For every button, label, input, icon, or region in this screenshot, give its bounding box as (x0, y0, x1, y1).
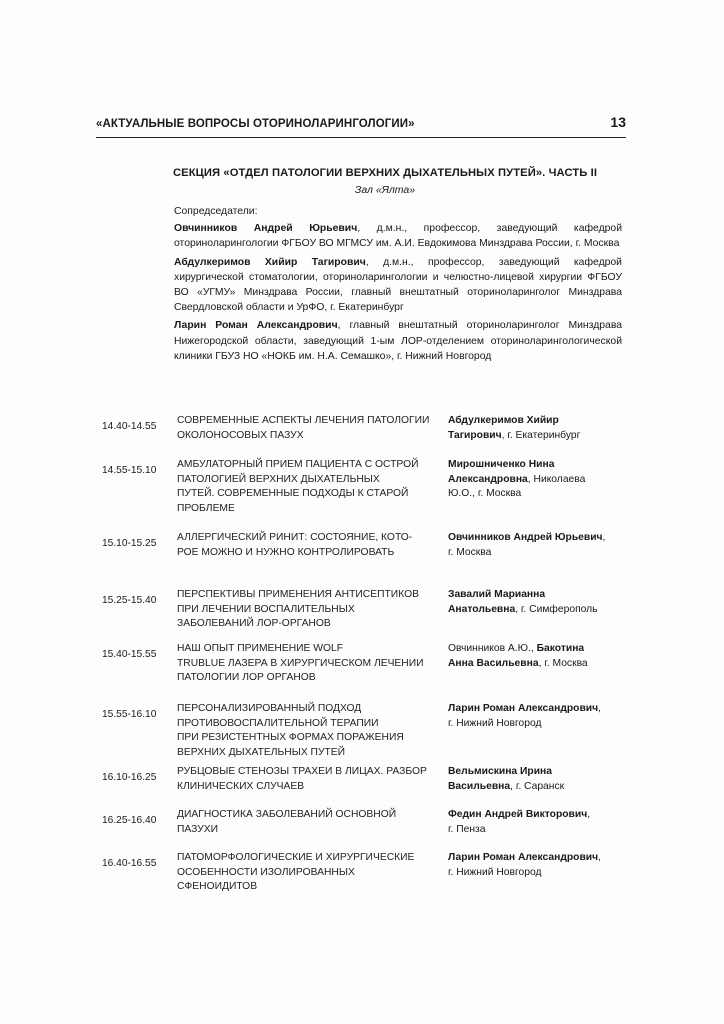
speaker-line (448, 642, 626, 657)
speaker-text: г. Пенза (448, 823, 486, 835)
program-row (96, 851, 626, 911)
program-row (96, 458, 626, 531)
talk-title-line: ПРИ ЛЕЧЕНИИ ВОСПАЛИТЕЛЬНЫХ (177, 603, 355, 615)
speaker-name: Александровна (448, 473, 528, 485)
speaker-line (448, 546, 626, 561)
speaker-text: , (587, 809, 591, 820)
talk-title-line: TRUBLUE ЛАЗЕРА В ХИРУРГИЧЕСКОМ ЛЕЧЕНИИ (177, 657, 424, 669)
speaker-line (448, 588, 626, 603)
speaker-line (448, 414, 626, 429)
talk-title-line: АЛЛЕРГИЧЕСКИЙ РИНИТ: СОСТОЯНИЕ, КОТО- (177, 532, 413, 543)
speaker-text: г. Нижний Новгород (448, 866, 542, 878)
speaker-text: , г. Екатеринбург (501, 429, 581, 441)
speaker-name: Вельмискина Ирина (448, 766, 552, 777)
speaker-text: Ю.О., г. Москва (448, 488, 522, 500)
speaker-line (448, 765, 626, 780)
program-time: 14.55-15.10 (102, 465, 157, 476)
speaker-text: , г. Саранск (510, 780, 565, 792)
header-divider (96, 137, 626, 138)
section-hall: Зал «Ялта» (354, 184, 416, 196)
talk-title-line: ПАТОМОРФОЛОГИЧЕСКИЕ И ХИРУРГИЧЕСКИЕ (177, 852, 415, 863)
program-speaker (448, 414, 626, 443)
speaker-name: Анна Васильевна (448, 657, 539, 669)
speaker-line (448, 531, 626, 546)
program-speaker (448, 458, 626, 502)
program-talk-title (177, 642, 442, 686)
talk-title-line: ПЕРСПЕКТИВЫ ПРИМЕНЕНИЯ АНТИСЕПТИКОВ (177, 589, 419, 600)
speaker-text: , (598, 852, 601, 863)
talk-title-line: НАШ ОПЫТ ПРИМЕНЕНИЕ WOLF (177, 643, 344, 654)
talk-title-line: ОКОЛОНОСОВЫХ ПАЗУХ (177, 429, 304, 441)
speaker-line (448, 717, 626, 732)
speaker-text: г. Москва (448, 546, 492, 558)
program-time: 15.10-15.25 (102, 538, 157, 549)
speaker-name: Мирошниченко Нина (448, 459, 555, 470)
co-chair-entry (174, 318, 622, 364)
talk-title-line: ОСОБЕННОСТИ ИЗОЛИРОВАННЫХ (177, 866, 355, 878)
co-chairs-label: Сопредседатели: (174, 206, 258, 217)
speaker-name: Тагирович (448, 429, 502, 441)
program-row (96, 642, 626, 702)
talk-title-line: СФЕНОИДИТОВ (177, 881, 258, 893)
talk-title-line: ПАТОЛОГИЕЙ ВЕРХНИХ ДЫХАТЕЛЬНЫХ (177, 473, 380, 485)
speaker-line (448, 473, 626, 488)
talk-title-line: ПУТЕЙ. СОВРЕМЕННЫЕ ПОДХОДЫ К СТАРОЙ (177, 488, 409, 500)
speaker-line (448, 429, 626, 444)
program-time: 16.10-16.25 (102, 772, 157, 783)
speaker-line (448, 823, 626, 838)
program-row (96, 531, 626, 588)
program-time: 15.55-16.10 (102, 709, 157, 720)
talk-title-line: ПРОБЛЕМЕ (177, 502, 235, 514)
talk-title-line: ПАЗУХИ (177, 823, 219, 835)
program-speaker (448, 765, 626, 794)
program-speaker (448, 851, 626, 880)
speaker-line (448, 487, 626, 502)
program-speaker (448, 642, 626, 671)
program-talk-title (177, 531, 442, 560)
speaker-line (448, 603, 626, 618)
speaker-name: Овчинников Андрей Юрьевич (448, 532, 603, 543)
co-chair-name: Абдулкеримов Хийир Тагирович (174, 256, 366, 268)
co-chair-details: , д.м.н., профессор, заведующий кафедрой оториноларингологии ФГБОУ ВО МГМСУ им. А.И. Евдокимова Минздрава России, г. Москва (174, 223, 622, 250)
speaker-text: Овчинников А.Ю., (448, 643, 537, 654)
talk-title-line: РОЕ МОЖНО И НУЖНО КОНТРОЛИРОВАТЬ (177, 546, 395, 558)
speaker-name: Ларин Роман Александрович (448, 852, 599, 863)
talk-title-line: ДИАГНОСТИКА ЗАБОЛЕВАНИЙ ОСНОВНОЙ (177, 809, 397, 820)
speaker-text: г. Нижний Новгород (448, 717, 542, 729)
section-title: СЕКЦИЯ «ОТДЕЛ ПАТОЛОГИИ ВЕРХНИХ ДЫХАТЕЛЬНЫХ ПУТЕЙ». ЧАСТЬ II (172, 167, 598, 179)
speaker-name: Анатольевна (448, 603, 516, 615)
program-row (96, 702, 626, 765)
program-talk-title (177, 765, 442, 794)
speaker-line (448, 851, 626, 866)
page-number: 13 (610, 114, 626, 130)
program-speaker (448, 702, 626, 731)
program-speaker (448, 531, 626, 560)
speaker-name: Завалий Марианна (448, 589, 546, 600)
talk-title-line: ПЕРСОНАЛИЗИРОВАННЫЙ ПОДХОД (177, 703, 362, 714)
speaker-text: , г. Симферополь (515, 603, 598, 615)
talk-title-line: ВЕРХНИХ ДЫХАТЕЛЬНЫХ ПУТЕЙ (177, 746, 346, 758)
co-chair-name: Ларин Роман Александрович (174, 320, 338, 332)
program-row (96, 765, 626, 808)
program-time: 15.40-15.55 (102, 649, 157, 660)
program-speaker (448, 588, 626, 617)
program-time: 16.40-16.55 (102, 858, 157, 869)
co-chairs-block (174, 204, 622, 367)
program-talk-title (177, 851, 442, 895)
speaker-name: Абдулкеримов Хийир (448, 415, 559, 426)
co-chair-entry (174, 255, 622, 316)
speaker-name: Бакотина (536, 643, 585, 654)
speaker-text: , (598, 703, 601, 714)
running-header-title: «АКТУАЛЬНЫЕ ВОПРОСЫ ОТОРИНОЛАРИНГОЛОГИИ» (96, 118, 415, 130)
program-speaker (448, 808, 626, 837)
program-time: 15.25-15.40 (102, 595, 157, 606)
speaker-line (448, 702, 626, 717)
talk-title-line: ПАТОЛОГИИ ЛОР ОРГАНОВ (177, 672, 316, 684)
speaker-name: Ларин Роман Александрович (448, 703, 599, 714)
co-chair-name: Овчинников Андрей Юрьевич (174, 223, 358, 235)
co-chair-entry (174, 221, 622, 251)
speaker-line (448, 657, 626, 672)
talk-title-line: ПРИ РЕЗИСТЕНТНЫХ ФОРМАХ ПОРАЖЕНИЯ (177, 732, 404, 744)
speaker-line (448, 866, 626, 881)
speaker-text: , г. Москва (538, 657, 588, 669)
speaker-line (448, 458, 626, 473)
speaker-name: Васильевна (448, 780, 511, 792)
co-chair-details: , д.м.н., профессор, заведующий кафедрой хирургической стоматологии, оториноларингологии и челюстно-лицевой хирургии ФГБОУ ВО «УГМУ» Минздрава России, главный внештатный оториноларинголог Минздрава Свердловской области и УрФО, г. Екатеринбург (174, 256, 622, 314)
speaker-line (448, 808, 626, 823)
program-time: 16.25-16.40 (102, 815, 157, 826)
program-row (96, 808, 626, 851)
program-talk-title (177, 808, 442, 837)
program-talk-title (177, 702, 442, 760)
speaker-text: , (602, 532, 606, 543)
program-talk-title (177, 458, 442, 516)
speaker-line (448, 780, 626, 795)
talk-title-line: ЗАБОЛЕВАНИЙ ЛОР-ОРГАНОВ (177, 618, 331, 630)
speaker-name: Федин Андрей Викторович (448, 809, 588, 820)
talk-title-line: ПРОТИВОВОСПАЛИТЕЛЬНОЙ ТЕРАПИИ (177, 717, 379, 729)
program-row (96, 414, 626, 458)
program-talk-title (177, 588, 442, 632)
talk-title-line: СОВРЕМЕННЫЕ АСПЕКТЫ ЛЕЧЕНИЯ ПАТОЛОГИИ (177, 415, 430, 426)
talk-title-line: РУБЦОВЫЕ СТЕНОЗЫ ТРАХЕИ В ЛИЦАХ. РАЗБОР (177, 766, 427, 777)
program-time: 14.40-14.55 (102, 421, 157, 432)
program-row (96, 588, 626, 642)
talk-title-line: КЛИНИЧЕСКИХ СЛУЧАЕВ (177, 780, 305, 792)
co-chair-details: , главный внештатный оториноларинголог Минздрава Нижегородской области, заведующий 1-ым ЛОР-отделением оториноларингологической клиники ГБУЗ НО «НОКБ им. Н.А. Семашко», г. Нижний Новгород (174, 320, 622, 362)
running-header (96, 114, 626, 130)
talk-title-line: АМБУЛАТОРНЫЙ ПРИЕМ ПАЦИЕНТА С ОСТРОЙ (177, 459, 419, 470)
program-talk-title (177, 414, 442, 443)
speaker-text: , Николаева (527, 473, 586, 485)
